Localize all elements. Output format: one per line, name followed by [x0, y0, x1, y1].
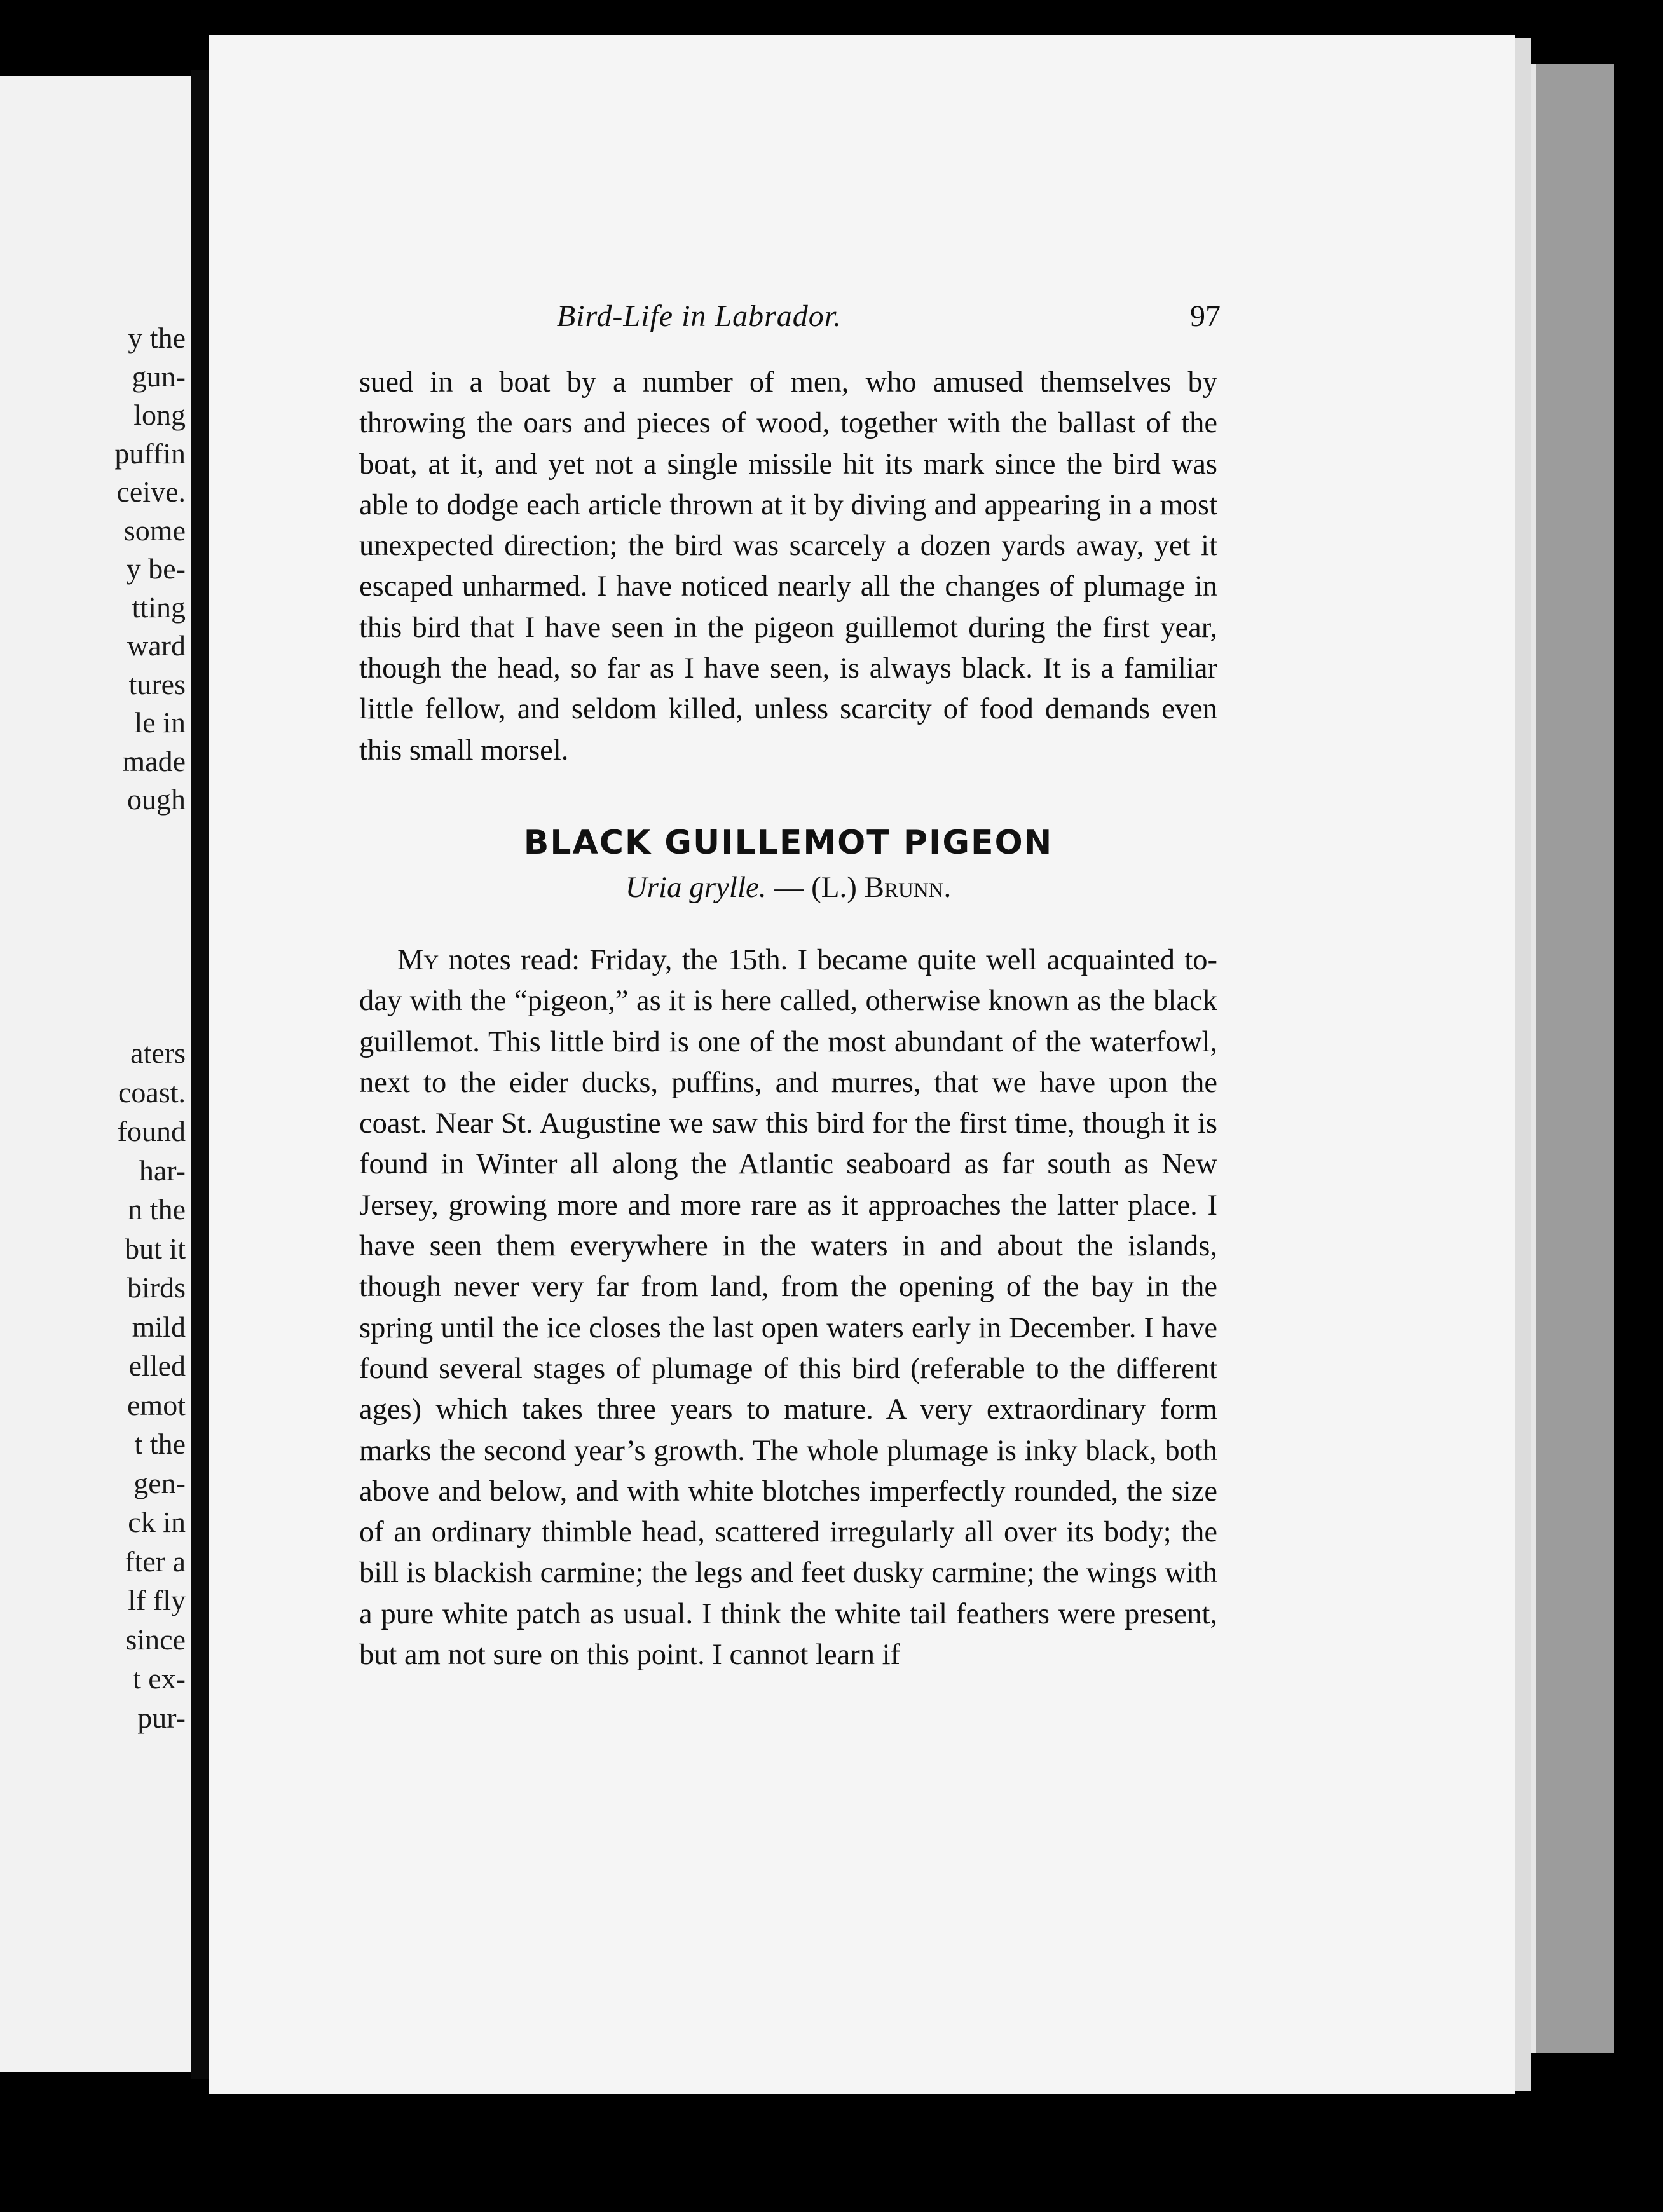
running-title: Bird-Life in Labrador.	[556, 299, 842, 333]
left-page-fragment: pur-	[137, 1701, 186, 1734]
book-cover-edge	[1531, 64, 1614, 2053]
left-page-fragment: le in	[134, 706, 186, 739]
paragraph-1: sued in a boat by a number of men, who amused themselves by throwing the oars and pieces of wood, together with the ballast of the boat, at it, and yet not a single missile hit its mark since the bird was able to dodge each article thrown at it by diving and appearing in a most unexpected direction; the bird was scarcely a dozen yards away, yet it escaped unharmed. I have noticed nearly all the changes of plumage in this bird that I have seen in the pigeon guillemot during the first year, though the head, so far as I have seen, is always black. It is a familiar little fellow, and seldom killed, unless scarcity of food demands even this small morsel.	[359, 366, 1217, 767]
left-page-fragment: coast.	[118, 1075, 186, 1109]
left-page-fragment: tting	[132, 591, 186, 624]
left-page-fragment: ceive.	[116, 475, 186, 508]
left-page-fragment: fter a	[125, 1545, 186, 1578]
left-page-fragment: but it	[125, 1232, 186, 1265]
species-name: Uria grylle.	[625, 870, 767, 904]
left-page-fragment: ward	[127, 629, 186, 662]
left-page-fragment: since	[125, 1623, 186, 1656]
species-line	[359, 865, 1217, 910]
paragraph-2	[359, 940, 1217, 1676]
left-page-fragment: aters	[130, 1037, 186, 1069]
left-page-fragment: birds	[127, 1271, 186, 1304]
section-title: BLACK GUILLEMOT PIGEON	[523, 823, 1053, 862]
paragraph-2-lead: My	[397, 943, 439, 976]
left-page-fragment: y the	[128, 322, 186, 354]
left-page-fragment: t ex-	[132, 1662, 186, 1695]
page-body	[359, 362, 1217, 1676]
left-page-fragment: long	[133, 399, 186, 431]
left-page-fragment: puffin	[114, 437, 186, 470]
left-page-fragment: ough	[127, 783, 186, 816]
species-authority: Brunn.	[864, 870, 952, 904]
left-page-fragment: n the	[128, 1193, 186, 1225]
left-page-fragment: t the	[134, 1428, 186, 1460]
left-page-fragment: elled	[128, 1349, 186, 1382]
paragraph-2-text: notes read: Friday, the 15th. I became quite well acquainted to-day with the “pigeon,” as it is here called, otherwise known as the black guillemot. This little bird is one of the most abundant of the waterfowl, next to the eider ducks, puffins, and murres, that we have upon the coast. Near St. Augustine we saw this bird for the first time, though it is found in Winter all along the Atlantic seaboard as far south as New Jersey, growing more and more rare as it approaches the latter place. I have seen them everywhere in the waters in and about the islands, though never very far from land, from the opening of the bay in the spring until the ice closes the last open waters early in December. I have found several stages of plumage of this bird (referable to the different ages) which takes three years to mature. A very extraordinary form marks the second year’s growth. The whole plumage is inky black, both above and below, and with white blotches imperfectly rounded, the size of an ordinary thimble head, scattered irregularly all over its body; the bill is blackish carmine; the legs and feet dusky carmine; the wings with a pure white patch as usual. I think the white tail feathers were present, but am not sure on this point. I cannot learn if	[359, 943, 1217, 1672]
authority-dash: — (L.)	[766, 870, 865, 904]
left-page-fragment: y be-	[126, 552, 186, 585]
left-page-fragment: emot	[127, 1388, 186, 1421]
left-page	[0, 76, 191, 2072]
page-edge-highlight	[1531, 64, 1536, 2053]
section-heading	[359, 821, 1217, 910]
left-page-fragment: har-	[139, 1154, 186, 1187]
left-page-fragment: tures	[128, 667, 186, 700]
book-gutter	[191, 70, 209, 2079]
left-page-fragment: gun-	[132, 360, 186, 393]
page-edges	[1515, 38, 1531, 2091]
left-page-fragment: lf fly	[128, 1584, 186, 1616]
page-number: 97	[1190, 299, 1221, 333]
left-page-fragment: ck in	[128, 1506, 186, 1538]
left-page-fragment: found	[117, 1115, 186, 1147]
left-page-fragment: mild	[132, 1310, 186, 1343]
left-page-fragment: gen-	[133, 1466, 186, 1499]
left-page-fragment: some	[123, 514, 186, 547]
left-page-fragment: made	[122, 744, 186, 777]
